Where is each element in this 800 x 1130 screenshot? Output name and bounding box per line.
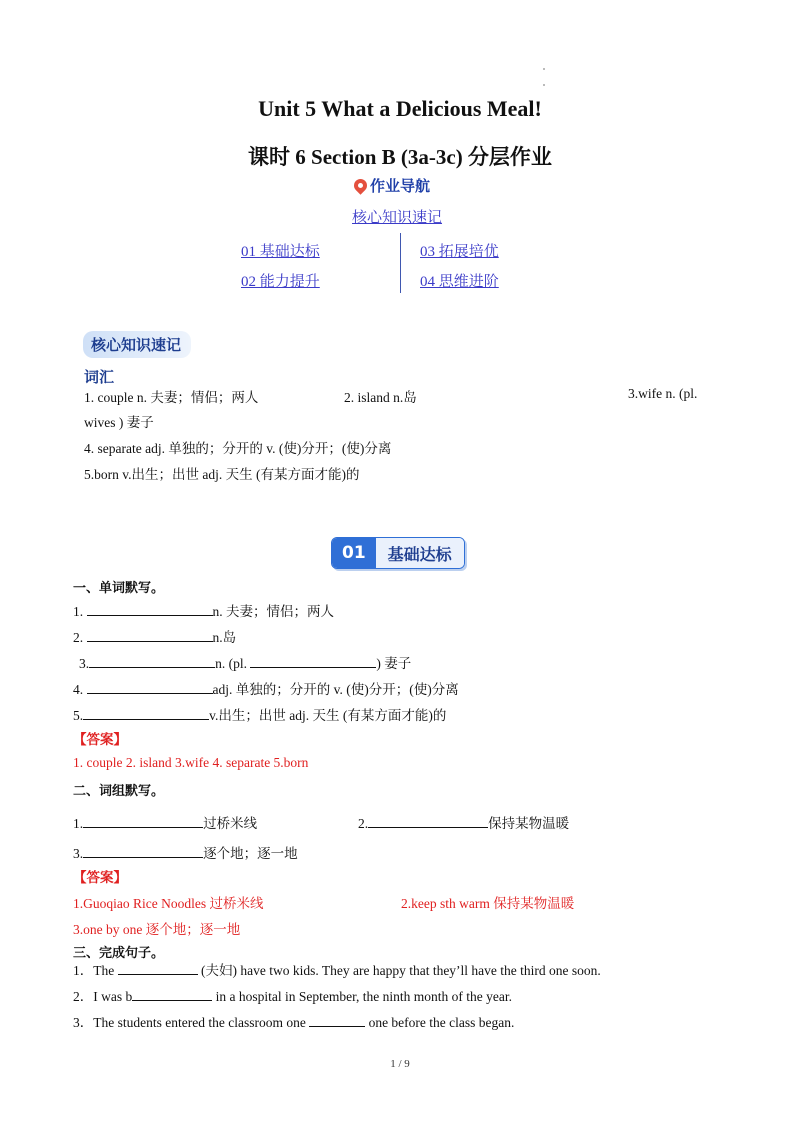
answer-blank[interactable]	[132, 987, 212, 1001]
answer-text-1: 1.Guoqiao Rice Noodles 过桥米线	[73, 896, 264, 911]
nav-divider	[400, 233, 401, 293]
question-3-heading: 三、完成句子。	[73, 946, 165, 961]
answer-text-3: 3.one by one 逐个地；逐一地	[73, 922, 241, 937]
line-text: n.岛	[212, 630, 237, 645]
vocab-item-3-cont: wives ) 妻子	[84, 415, 154, 430]
nav-link-03[interactable]: 03 拓展培优	[420, 244, 499, 260]
nav-link-04[interactable]: 04 思维进阶	[420, 274, 499, 290]
vocab-item-4: 4. separate adj. 单独的；分开的 v. (使)分开；(使)分离	[84, 441, 392, 456]
line-text: v.出生；出世 adj. 天生 (有某方面才能)的	[209, 708, 447, 723]
answer-blank[interactable]	[309, 1013, 365, 1027]
section-number: 01	[332, 538, 376, 568]
sentence-start: 2．I was b	[73, 989, 133, 1004]
sentence-end: one before the class began.	[365, 1015, 515, 1030]
vocab-item-2: 2. island n.岛	[344, 390, 417, 405]
homework-nav-title	[354, 175, 430, 196]
sentence-end: (夫妇) have two kids. They are happy that they’ll have the third one soon.	[197, 963, 601, 978]
sentence-1	[73, 959, 601, 979]
line-number: 2.	[73, 630, 87, 645]
answer-blank[interactable]	[83, 844, 203, 858]
vocab-item-3: 3.wife n. (pl.	[628, 386, 698, 401]
phrase-dictation-line-1	[73, 812, 257, 832]
sentence-end: in a hospital in September, the ninth month of the year.	[212, 989, 513, 1004]
unit-title: Unit 5 What a Delicious Meal!	[258, 96, 542, 121]
vocab-item-1: 1. couple n. 夫妻；情侣；两人	[84, 390, 259, 405]
line-number: 1.	[73, 604, 87, 619]
word-dictation-line-3	[79, 652, 411, 672]
answer-blank[interactable]	[87, 680, 213, 694]
line-text-end: ) 妻子	[376, 656, 412, 671]
nav-link-core-knowledge[interactable]: 核心知识速记	[352, 210, 443, 226]
answer-text-2: 2.keep sth warm 保持某物温暖	[401, 896, 575, 911]
line-number: 2.	[358, 816, 369, 831]
sentence-3	[73, 1011, 514, 1031]
line-text: adj. 单独的；分开的 v. (使)分开；(使)分离	[212, 682, 459, 697]
line-text: 逐个地；逐一地	[203, 846, 298, 861]
phrase-dictation-line-2	[358, 812, 569, 832]
vocabulary-heading: 词汇	[84, 368, 115, 386]
sentence-2	[73, 985, 512, 1005]
answer-label: 【答案】	[73, 870, 127, 885]
line-text: 过桥米线	[203, 816, 258, 831]
sentence-start: 3．The students entered the classroom one	[73, 1015, 310, 1030]
nav-link-01[interactable]: 01 基础达标	[241, 244, 320, 260]
line-number: 3.	[79, 656, 90, 671]
word-dictation-line-1	[73, 600, 334, 620]
answer-blank[interactable]	[83, 814, 203, 828]
question-2-heading: 二、词组默写。	[73, 784, 165, 799]
lesson-subtitle: 课时 6 Section B (3a-3c) 分层作业	[248, 145, 552, 169]
section-label: 基础达标	[376, 538, 464, 568]
core-knowledge-badge: 核心知识速记	[83, 331, 191, 358]
section-01-badge	[331, 537, 465, 569]
line-text: n. (pl.	[215, 656, 251, 671]
answer-blank[interactable]	[89, 654, 215, 668]
question-1-heading: 一、单词默写。	[73, 581, 165, 596]
homework-nav-label: 作业导航	[370, 177, 431, 195]
answer-blank[interactable]	[83, 706, 209, 720]
nav-link-02[interactable]: 02 能力提升	[241, 274, 320, 290]
word-dictation-line-5	[73, 704, 446, 724]
answer-blank[interactable]	[87, 602, 213, 616]
word-dictation-line-2	[73, 626, 236, 646]
sentence-start: 1．The	[73, 963, 118, 978]
line-number: 1.	[73, 816, 84, 831]
answer-blank[interactable]	[118, 961, 198, 975]
line-number: 5.	[73, 708, 84, 723]
vocab-item-5: 5.born v.出生；出世 adj. 天生 (有某方面才能)的	[84, 467, 360, 482]
location-pin-icon	[351, 176, 369, 194]
answer-blank[interactable]	[368, 814, 488, 828]
answer-blank[interactable]	[87, 628, 213, 642]
phrase-dictation-line-3	[73, 842, 298, 862]
page-number: 1 / 9	[390, 1058, 410, 1070]
line-number: 3.	[73, 846, 84, 861]
answer-text: 1. couple 2. island 3.wife 4. separate 5.born	[73, 755, 309, 770]
answer-label: 【答案】	[73, 732, 127, 747]
answer-blank-plural[interactable]	[250, 654, 376, 668]
line-text: n. 夫妻；情侣；两人	[212, 604, 334, 619]
line-text: 保持某物温暖	[488, 816, 570, 831]
word-dictation-line-4	[73, 678, 459, 698]
line-number: 4.	[73, 682, 87, 697]
